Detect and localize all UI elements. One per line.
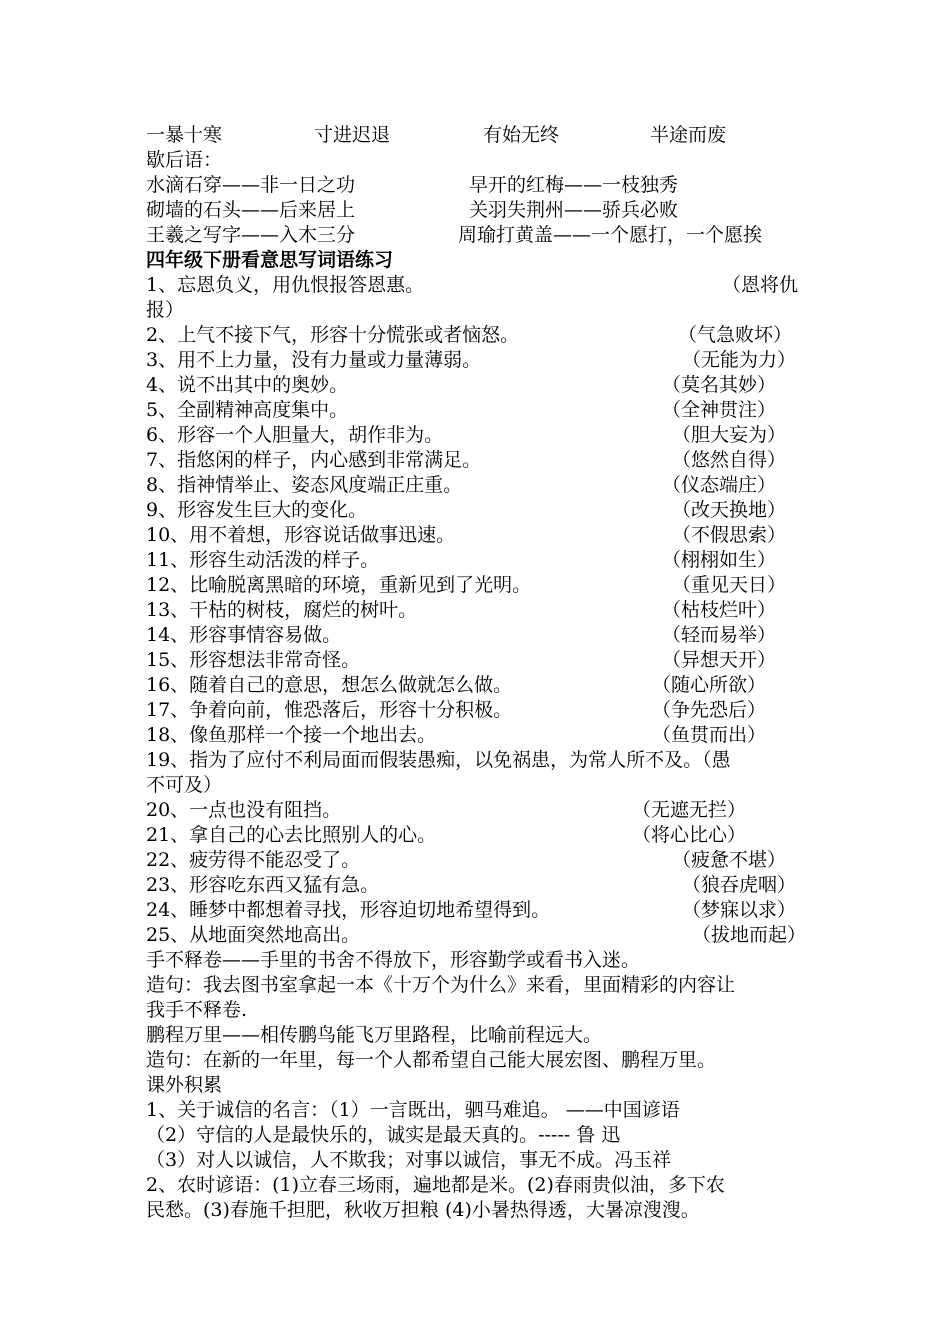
exercise-item <box>146 473 810 498</box>
xiehouyu-item: 周瑜打黄盖——一个愿打，一个愿挨 <box>458 224 763 246</box>
example-line: 造句：在新的一年里，每一个人都希望自己能大展宏图、鹏程万里。 <box>146 1049 717 1071</box>
exercise-item <box>146 573 810 598</box>
item-answer: （拔地而起） <box>692 924 807 946</box>
item-answer: （胆大妄为） <box>672 424 787 446</box>
exercise-item <box>146 898 810 923</box>
item-question: 6、形容一个人胆量大，胡作非为。 <box>146 424 444 446</box>
extra-line: （3）对人以诚信，人不欺我；对事以诚信，事无不成。冯玉祥 <box>146 1149 672 1171</box>
xiehouyu-row <box>146 223 810 248</box>
item-question: 17、争着向前，惟恐落后，形容十分积极。 <box>146 699 513 721</box>
idiom-item: 一暴十寒 <box>146 124 223 146</box>
item-question: 23、形容吃东西又猛有急。 <box>146 874 380 896</box>
item-question: 15、形容想法非常奇怪。 <box>146 649 361 671</box>
item-question: 5、全副精神高度集中。 <box>146 399 349 421</box>
extra-title: 课外积累 <box>146 1074 223 1096</box>
extra-line: 2、农时谚语：(1)立春三场雨，遍地都是米。(2)春雨贵似油，多下农 <box>146 1174 725 1196</box>
exercise-item <box>146 648 810 673</box>
exercise-item <box>146 873 810 898</box>
exercise-item <box>146 848 810 873</box>
item-question: 14、形容事情容易做。 <box>146 624 342 646</box>
item-answer: （无遮无拦） <box>632 799 747 821</box>
exercise-item <box>146 498 810 523</box>
xiehouyu-item: 关羽失荆州——骄兵必败 <box>469 199 679 221</box>
item-question: 9、形容发生巨大的变化。 <box>146 499 368 521</box>
item-answer: （枯枝烂叶） <box>662 599 777 621</box>
exercise-item <box>146 373 810 398</box>
xiehouyu-item: 砌墙的石头——后来居上 <box>146 199 356 221</box>
item-question: 16、随着自己的意思，想怎么做就怎么做。 <box>146 674 513 696</box>
xiehouyu-row <box>146 173 810 198</box>
item-question: 11、形容生动活泼的样子。 <box>146 549 380 571</box>
exercise-item <box>146 923 810 948</box>
example-line: 鹏程万里——相传鹏鸟能飞万里路程，比喻前程远大。 <box>146 1024 603 1046</box>
example-line: 造句：我去图书室拿起一本《十万个为什么》来看，里面精彩的内容让 <box>146 974 736 996</box>
item-answer: （气急败坏） <box>678 324 793 346</box>
exercise-item <box>146 748 810 773</box>
exercise-item <box>146 823 810 848</box>
item-question: 10、用不着想，形容说话做事迅速。 <box>146 524 456 546</box>
exercise-title: 四年级下册看意思写词语练习 <box>146 249 394 271</box>
item-answer: （疲惫不堪） <box>672 849 787 871</box>
item-question: 19、指为了应付不利局面而假装愚痴，以免祸患，为常人所不及。（愚 <box>146 749 731 771</box>
xiehouyu-item: 王羲之写字——入木三分 <box>146 224 356 246</box>
idiom-row <box>146 123 810 148</box>
example-line: 手不释卷——手里的书舍不得放下，形容勤学或看书入迷。 <box>146 949 641 971</box>
item-question: 12、比喻脱离黑暗的环境，重新见到了光明。 <box>146 574 532 596</box>
item-answer: （莫名其妙） <box>662 374 777 396</box>
item-answer: （悠然自得） <box>672 449 787 471</box>
item-question: 21、拿自己的心去比照别人的心。 <box>146 824 437 846</box>
item-answer: （轻而易举） <box>662 624 777 646</box>
item-question: 1、忘恩负义，用仇恨报答恩惠。 <box>146 274 425 296</box>
item-question: 13、干枯的树枝，腐烂的树叶。 <box>146 599 418 621</box>
idiom-item: 寸进迟退 <box>314 124 391 146</box>
idiom-item: 有始无终 <box>483 124 560 146</box>
item-question: 24、睡梦中都想着寻找，形容迫切地希望得到。 <box>146 899 551 921</box>
item-answer: （梦寐以求） <box>682 899 797 921</box>
exercise-item-continuation: 报） <box>146 299 185 321</box>
item-answer: （异想天开） <box>662 649 777 671</box>
exercise-item <box>146 348 810 373</box>
extra-line: （2）守信的人是最快乐的，诚实是最天真的。----- 鲁 迅 <box>146 1124 621 1146</box>
example-line: 我手不释卷. <box>146 999 248 1021</box>
xiehouyu-label: 歇后语： <box>146 149 223 171</box>
item-answer: （将心比心） <box>632 824 747 846</box>
item-answer: （全神贯注） <box>662 399 777 421</box>
exercise-item-continuation: 不可及） <box>146 774 223 796</box>
extra-line: 1、关于诚信的名言：（1）一言既出，驷马难追。 ——中国谚语 <box>146 1099 680 1121</box>
item-answer: （争先恐后） <box>652 699 767 721</box>
item-answer: （随心所欲） <box>652 674 767 696</box>
item-question: 3、用不上力量，没有力量或力量薄弱。 <box>146 349 482 371</box>
exercise-item <box>146 398 810 423</box>
exercise-item <box>146 448 810 473</box>
item-question: 25、从地面突然地高出。 <box>146 924 361 946</box>
item-question: 22、疲劳得不能忍受了。 <box>146 849 361 871</box>
item-question: 18、像鱼那样一个接一个地出去。 <box>146 724 437 746</box>
item-question: 8、指神情举止、姿态风度端正庄重。 <box>146 474 463 496</box>
item-question: 20、一点也没有阻挡。 <box>146 799 342 821</box>
exercise-item <box>146 323 810 348</box>
exercise-item <box>146 673 810 698</box>
extra-line: 民愁。(3)春施千担肥，秋收万担粮 (4)小暑热得透，大暑凉溲溲。 <box>146 1199 700 1221</box>
item-question: 4、说不出其中的奥妙。 <box>146 374 349 396</box>
item-answer: （仪态端庄） <box>662 474 777 496</box>
exercise-item <box>146 723 810 748</box>
item-answer: （栩栩如生） <box>662 549 777 571</box>
item-question: 2、上气不接下气，形容十分慌张或者恼怒。 <box>146 324 520 346</box>
xiehouyu-item: 早开的红梅——一枝独秀 <box>469 174 679 196</box>
exercise-item <box>146 548 810 573</box>
item-answer: （狼吞虎咽） <box>682 874 797 896</box>
xiehouyu-row <box>146 198 810 223</box>
exercise-item <box>146 698 810 723</box>
item-answer: （不假思索） <box>672 524 787 546</box>
xiehouyu-item: 水滴石穿——非一日之功 <box>146 174 356 196</box>
exercise-item <box>146 423 810 448</box>
item-answer: （重见天日） <box>672 574 787 596</box>
exercise-item <box>146 623 810 648</box>
item-answer: （无能为力） <box>682 349 797 371</box>
exercise-item <box>146 798 810 823</box>
exercise-item <box>146 273 810 298</box>
exercise-item <box>146 598 810 623</box>
exercise-item <box>146 523 810 548</box>
idiom-item: 半途而废 <box>650 124 727 146</box>
item-answer: （鱼贯而出） <box>652 724 767 746</box>
item-answer: （恩将仇 <box>722 274 799 296</box>
item-question: 7、指悠闲的样子，内心感到非常满足。 <box>146 449 482 471</box>
item-answer: （改天换地） <box>672 499 787 521</box>
